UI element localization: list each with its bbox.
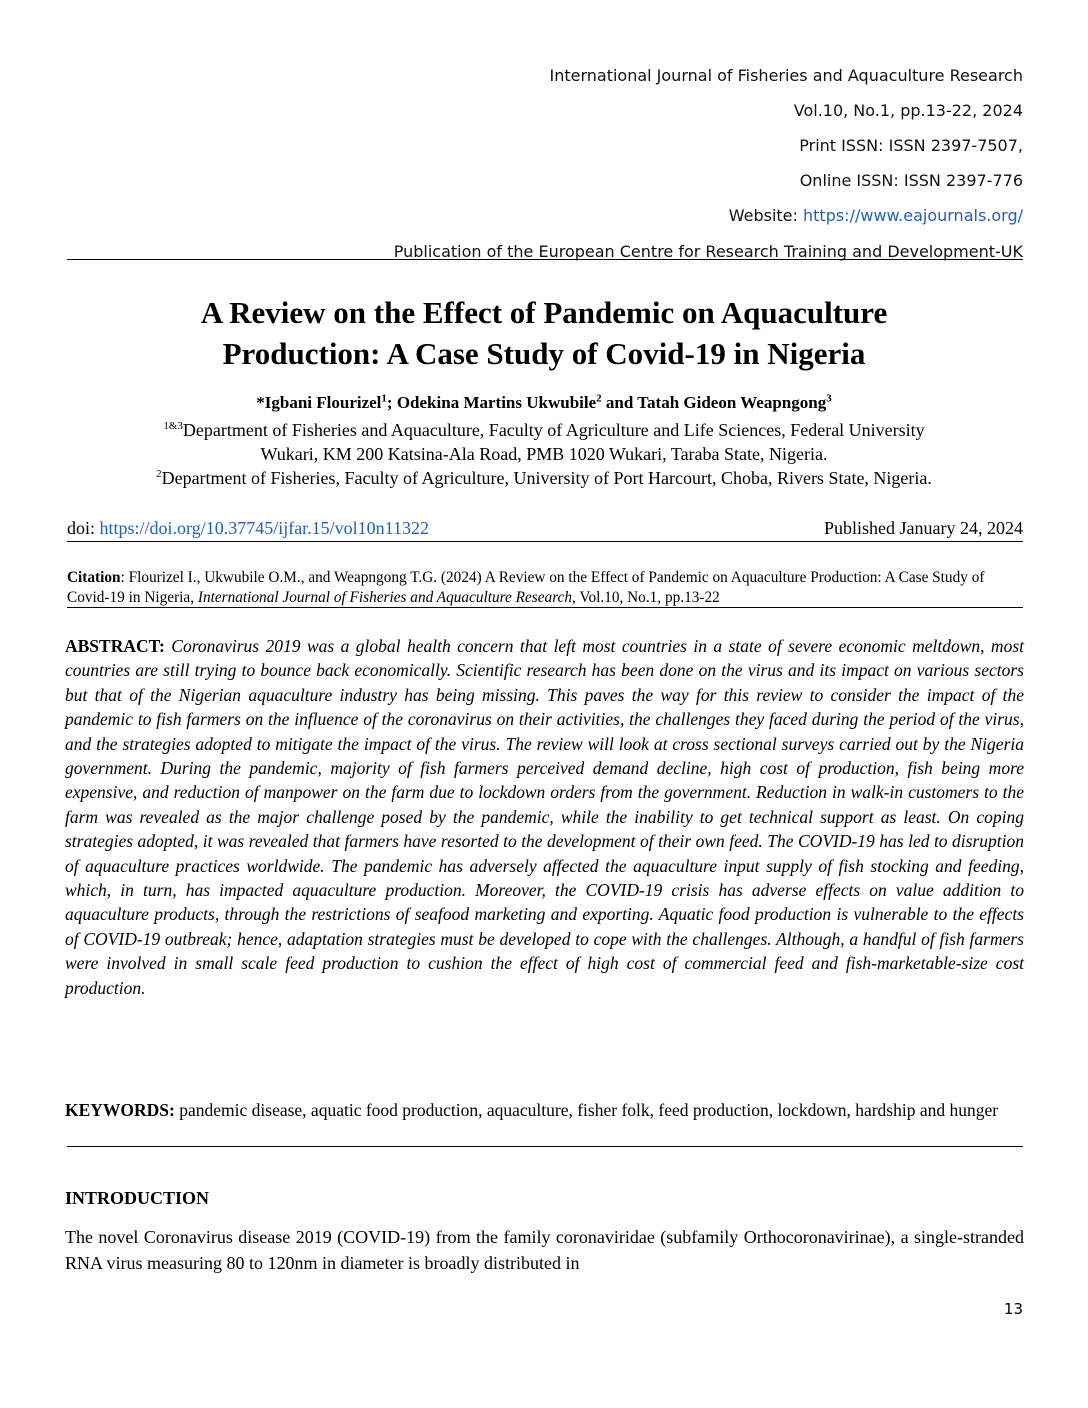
title-line-1: A Review on the Effect of Pandemic on Aquaculture [200, 295, 888, 330]
affiliation-2 [60, 466, 1028, 490]
affiliation-2-text: Department of Fisheries, Faculty of Agriculture, University of Port Harcourt, Choba, Rivers State, Nigeria. [161, 468, 932, 488]
journal-volume: Vol.10, No.1, pp.13-22, 2024 [793, 101, 1023, 120]
page-number: 13 [1003, 1300, 1023, 1318]
affiliation-2-marker: 2 [156, 468, 162, 480]
introduction-paragraph: The novel Coronavirus disease 2019 (COVID-19) from the family coronaviridae (subfamily Orthocoronavirinae), a single-stranded RNA virus measuring 80 to 120nm in diameter is broadly distributed in [65, 1227, 1024, 1273]
author-3: and Tatah Gideon Weapngong [601, 393, 827, 412]
website-label: Website: [728, 206, 798, 225]
author-1-marker: 1 [381, 392, 387, 405]
abstract-label: ABSTRACT: [65, 636, 165, 656]
abstract [65, 634, 1024, 1000]
introduction-heading: INTRODUCTION [65, 1188, 210, 1208]
article-title [60, 292, 1028, 374]
author-2-marker: 2 [596, 392, 602, 405]
affiliation-1-line-2: Wukari, KM 200 Katsina-Ala Road, PMB 1020 Wukari, Taraba State, Nigeria. [260, 444, 828, 464]
author-2: ; Odekina Martins Ukwubile [386, 393, 597, 412]
publisher-line: Publication of the European Centre for Research Training and Development-UK [393, 242, 1023, 261]
citation-label: Citation [67, 569, 121, 586]
citation-divider [67, 607, 1023, 608]
keywords [65, 1098, 1024, 1122]
doi-link[interactable]: https://doi.org/10.37745/ijfar.15/vol10n11322 [99, 518, 430, 538]
citation-text-2: , Vol.10, No.1, pp.13-22 [572, 589, 720, 606]
journal-name: International Journal of Fisheries and Aquaculture Research [549, 66, 1023, 85]
citation-text-1: : Flourizel I., Ukwubile O.M., and Weapngong T.G. (2024) A Review on the Effect of Pandemic on Aquaculture Production: A Case Study of Covid-19 in Nigeria, [67, 569, 985, 606]
doi-label: doi: [67, 518, 100, 538]
header-divider [67, 259, 1023, 260]
title-line-2: Production: A Case Study of Covid-19 in Nigeria [222, 336, 866, 371]
affiliation-1 [60, 418, 1028, 466]
doi-divider [67, 541, 1023, 542]
keywords-divider [67, 1146, 1023, 1147]
doi-line [67, 518, 429, 539]
author-1: *Igbani Flourizel [256, 393, 382, 412]
website-line [729, 206, 1023, 225]
keywords-text: pandemic disease, aquatic food production, aquaculture, fisher folk, feed production, lockdown, hardship and hunger [174, 1100, 999, 1120]
citation-block [67, 568, 1023, 608]
keywords-label: KEYWORDS: [65, 1100, 175, 1120]
affiliation-1-line-1: Department of Fisheries and Aquaculture, Faculty of Agriculture and Life Sciences, Federal University [182, 420, 925, 440]
abstract-text: Coronavirus 2019 was a global health concern that left most countries in a state of severe economic meltdown, most countries are still trying to bounce back economically. Scientific research has been done on the virus and its impact on various sectors but that of the Nigerian aquaculture industry has being missing. This paves the way for this review to consider the impact of the pandemic to fish farmers on the influence of the coronavirus on their activities, the challenges they faced during the period of the virus, and the strategies adopted to mitigate the impact of the virus. The review will look at cross sectional surveys carried out by the Nigeria government. During the pandemic, majority of fish farmers perceived demand decline, high cost of production, fish being more expensive, and reduction of manpower on the farm due to lockdown orders from the government. Reduction in walk-in customers to the farm was revealed as the major challenge posed by the pandemic, while the inability to get technical support as least. On coping strategies adopted, it was revealed that farmers have resorted to the development of their own feed. The COVID-19 has led to disruption of aquaculture practices worldwide. The pandemic has adversely affected the aquaculture input supply of fish stocking and feeding, which, in turn, has impacted aquaculture production. Moreover, the COVID-19 crisis has adverse effects on value addition to aquaculture products, through the restrictions of seafood marketing and exporting. Aquatic food production is vulnerable to the effects of COVID-19 outbreak; hence, adaptation strategies must be developed to cope with the challenges. Although, a handful of fish farmers were involved in small scale feed production to cushion the effect of high cost of commercial feed and fish-marketable-size cost production. [65, 636, 1024, 998]
author-3-marker: 3 [826, 392, 832, 405]
citation-journal: International Journal of Fisheries and Aquaculture Research [197, 589, 573, 606]
author-list [60, 393, 1028, 413]
print-issn: Print ISSN: ISSN 2397-7507, [799, 136, 1023, 155]
affiliation-1-marker: 1&3 [163, 420, 183, 432]
website-link[interactable]: https://www.eajournals.org/ [803, 206, 1023, 225]
published-date: Published January 24, 2024 [824, 518, 1023, 538]
online-issn: Online ISSN: ISSN 2397-776 [799, 171, 1023, 190]
